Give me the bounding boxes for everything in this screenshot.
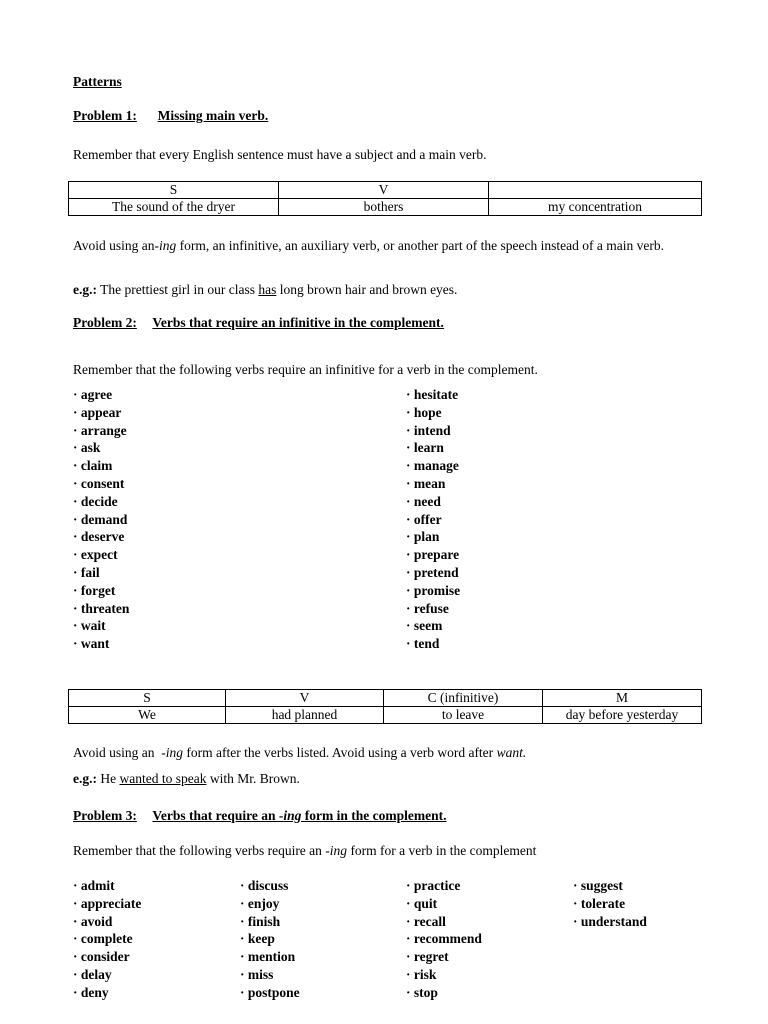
avoid-text: form after the verbs listed. Avoid using a verb word after [183,745,497,760]
problem3-verb-list-3 [406,877,482,1002]
table-header-cell: C (infinitive) [384,690,543,707]
problem1-title: Missing main verb. [157,108,269,123]
list-item: · tend [406,636,440,652]
table-row [69,707,702,724]
problem2-label: Problem 2: [73,315,137,330]
list-item: · forget [73,582,116,598]
problem3-heading [73,807,447,825]
list-item: · postpone [240,984,300,1000]
list-item: · miss [240,966,274,982]
list-item: · demand [73,511,128,527]
list-item: · claim [73,458,113,474]
avoid-want: want. [496,745,527,760]
table-cell: We [69,707,226,724]
problem3-intro [73,842,536,860]
table-cell: my concentration [489,199,702,216]
problem1-example [73,281,457,299]
title-ing: ing [283,808,302,823]
list-item: · wait [73,618,106,634]
table-header-cell [489,182,702,199]
list-item: · recall [406,913,446,929]
list-item: · appear [73,404,122,420]
list-item: · hesitate [406,387,459,402]
problem2-intro: Remember that the following verbs require an infinitive for a verb in the complement. [73,362,538,377]
list-item: · stop [406,984,438,1000]
table-header-cell: S [69,690,226,707]
problem2-verb-list-2 [406,386,460,653]
problem1-table [68,181,702,216]
list-item: · tolerate [573,895,626,911]
list-item: · pretend [406,564,459,580]
list-item: · manage [406,458,459,474]
avoid-text: Avoid using an- [73,238,159,253]
eg-label: e.g.: [73,771,97,786]
eg-label: e.g.: [73,282,97,297]
list-item: · ask [73,440,101,456]
list-item: · suggest [573,878,623,893]
list-item: · promise [406,582,461,598]
problem3-verb-list-2 [240,877,300,1002]
avoid-text: form, an infinitive, an auxiliary verb, or another part of the speech instead of a main verb. [176,238,664,253]
problem1-avoid [73,237,693,255]
avoid-ing: ing [165,745,184,760]
problem3-label: Problem 3: [73,808,137,823]
table-cell: The sound of the dryer [69,199,279,216]
intro-text: form for a verb in the complement [347,843,537,858]
table-row [69,199,702,216]
avoid-text: Avoid using an - [73,745,166,760]
table-header-cell: V [226,690,384,707]
problem3-verb-list-4 [573,877,647,930]
list-item: · consent [73,475,125,491]
table-cell: had planned [226,707,384,724]
list-item: · regret [406,949,449,965]
list-item: · want [73,636,110,652]
list-item: · complete [73,931,133,947]
list-item: · quit [406,895,438,911]
list-item: · consider [73,949,130,965]
list-item: · appreciate [73,895,142,911]
list-item: · mention [240,949,296,965]
title-text: Verbs that require an - [152,808,284,823]
list-item: · admit [73,878,115,893]
table-header-row [69,690,702,707]
problem2-verb-list-1 [73,386,129,653]
problem2-table [68,689,702,724]
list-item: · keep [240,931,275,947]
list-item: · learn [406,440,444,456]
list-item: · expect [73,547,118,563]
page-heading: Patterns [73,74,122,89]
problem1-label: Problem 1: [73,108,137,123]
problem2-heading [73,314,444,332]
list-item: · prepare [406,547,460,563]
list-item: · plan [406,529,440,545]
problem2-title: Verbs that require an infinitive in the complement. [152,315,444,330]
list-item: · hope [406,404,442,420]
eg-text: long brown hair and brown eyes. [276,282,458,297]
table-cell: bothers [279,199,489,216]
eg-text: with Mr. Brown. [206,771,300,786]
title-text: form in the complement. [301,808,447,823]
eg-underlined: has [258,282,277,297]
list-item: · arrange [73,422,127,438]
intro-ing: ing [329,843,348,858]
list-item: · finish [240,913,281,929]
list-item: · discuss [240,878,289,893]
eg-text: He [97,771,120,786]
problem1-intro: Remember that every English sentence must have a subject and a main verb. [73,147,487,162]
list-item: · offer [406,511,442,527]
table-header-row [69,182,702,199]
problem3-verb-list-1 [73,877,141,1002]
list-item: · deserve [73,529,125,545]
list-item: · enjoy [240,895,280,911]
list-item: · fail [73,564,100,580]
table-cell: day before yesterday [543,707,702,724]
problem2-example [73,770,300,788]
table-cell: to leave [384,707,543,724]
list-item: · risk [406,966,437,982]
list-item: · intend [406,422,451,438]
table-header-cell: M [543,690,702,707]
list-item: · threaten [73,600,130,616]
eg-text: The prettiest girl in our class [97,282,259,297]
list-item: · deny [73,984,109,1000]
intro-text: Remember that the following verbs require an - [73,843,330,858]
problem1-heading [73,107,268,125]
list-item: · decide [73,493,118,509]
list-item: · agree [73,387,113,402]
list-item: · recommend [406,931,482,947]
problem2-avoid [73,744,526,762]
list-item: · refuse [406,600,449,616]
list-item: · delay [73,966,112,982]
list-item: · understand [573,913,647,929]
list-item: · seem [406,618,443,634]
list-item: · need [406,493,441,509]
avoid-ing: ing [159,238,177,253]
list-item: · practice [406,878,461,893]
table-header-cell: V [279,182,489,199]
list-item: · mean [406,475,446,491]
eg-underlined: wanted to speak [119,771,207,786]
problem3-title [152,808,446,823]
list-item: · avoid [73,913,113,929]
table-header-cell: S [69,182,279,199]
